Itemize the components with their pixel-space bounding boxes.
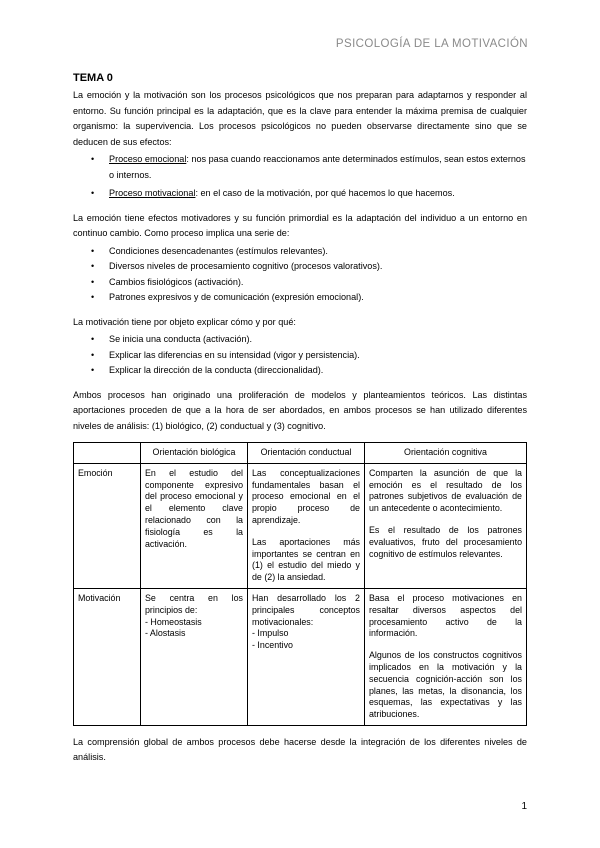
term-emotional-process: Proceso emocional [109, 154, 187, 164]
cell-paragraph: Las conceptualizaciones fundamentales basan el proceso emocional en el propio proceso de aprendizaje. [252, 467, 360, 525]
cell-list-line: - Impulso [252, 628, 289, 639]
list-item: • Se inicia una conducta (activación). [109, 332, 527, 348]
table-corner-cell [74, 443, 141, 464]
table-row-motivacion [74, 588, 527, 725]
header-cognitive: Orientación cognitiva [365, 443, 527, 464]
cell-motivacion-behavioral [248, 588, 365, 725]
cell-paragraph: Se centra en los principios de: [145, 592, 243, 615]
page-number: 1 [521, 801, 527, 812]
cell-list-line: - Alostasis [145, 628, 186, 639]
table-header-row [74, 443, 527, 464]
term-motivational-process: Proceso motivacional [109, 188, 196, 198]
running-header: PSICOLOGÍA DE LA MOTIVACIÓN [335, 38, 528, 50]
emotion-list [73, 244, 527, 306]
list-item: • Explicar las diferencias en su intensidad (vigor y persistencia). [109, 348, 527, 364]
cell-paragraph: Basa el proceso motivaciones en resaltar diversos aspectos del procesamiento activo de la información. [369, 592, 522, 639]
list-item-emotional-process [109, 152, 527, 183]
cell-paragraph: Es el resultado de los patrones evaluativos, fruto del procesamiento cognitivo de estímulos relevantes. [369, 524, 522, 559]
section-heading: TEMA 0 [73, 72, 113, 84]
cell-paragraph: Las aportaciones más importantes se centran en (1) el estudio del miedo y de (2) la ansiedad. [252, 536, 360, 583]
closing-paragraph: La comprensión global de ambos procesos debe hacerse desde la integración de los diferentes niveles de análisis. [73, 736, 527, 763]
orientation-table [73, 442, 527, 726]
row-label-motivacion: Motivación [74, 588, 141, 725]
header-biological: Orientación biológica [141, 443, 248, 464]
motivation-list [73, 332, 527, 379]
models-paragraph: Ambos procesos han originado una proliferación de modelos y planteamientos teóricos. Las distintas aportaciones proceden de que a la hora de ser abordados, en ambos procesos se han utilizado diferentes niveles de análisis: (1) biológico, (2) conductual y (3) cognitivo. [73, 389, 527, 431]
cell-list-line: - Incentivo [252, 640, 293, 651]
header-behavioral: Orientación conductual [248, 443, 365, 464]
motivational-process-text: : en el caso de la motivación, por qué hacemos lo que hacemos. [195, 188, 455, 198]
list-item: • Explicar la dirección de la conducta (direccionalidad). [109, 363, 527, 379]
list-item: • Cambios fisiológicos (activación). [109, 275, 527, 291]
list-item: • Diversos niveles de procesamiento cognitivo (procesos valorativos). [109, 259, 527, 275]
list-item: • Patrones expresivos y de comunicación (expresión emocional). [109, 290, 527, 306]
intro-paragraph: La emoción y la motivación son los procesos psicológicos que nos preparan para adaptarnos y responder al entorno. Su función principal es la adaptación, que es la clave para entender la máxima premisa de cualquier organismo: la supervivencia. Los procesos psicológicos no pueden observarse directamente sino que se deducen de sus efectos: [73, 90, 527, 147]
cell-paragraph: Comparten la asunción de que la emoción es el resultado de los patrones subjetivos de evaluación de un antecedente o acontecimiento. [369, 467, 522, 514]
cell-paragraph: Han desarrollado los 2 principales conceptos motivacionales: [252, 592, 360, 627]
cell-emocion-behavioral [248, 463, 365, 588]
process-list [73, 152, 527, 202]
list-item-motivational-process [109, 186, 527, 202]
document-body [73, 70, 527, 766]
cell-list-line: - Homeostasis [145, 616, 202, 627]
table-row-emocion [74, 463, 527, 588]
cell-emocion-cognitive [365, 463, 527, 588]
motivation-paragraph: La motivación tiene por objeto explicar cómo y por qué: [73, 316, 296, 327]
emotion-paragraph: La emoción tiene efectos motivadores y su función primordial es la adaptación del individuo a un entorno en continuo cambio. Como proceso implica una serie de: [73, 212, 527, 238]
cell-emocion-biological: En el estudio del componente expresivo del proceso emocional y el elemento clave relacionado con la fisiología es la activación. [141, 463, 248, 588]
list-item: • Condiciones desencadenantes (estímulos relevantes). [109, 244, 527, 260]
row-label-emocion: Emoción [74, 463, 141, 588]
cell-paragraph: Algunos de los constructos cognitivos implicados en la motivación y la secuencia cognición-acción son los planes, las metas, la disonancia, los esquemas, las expectativas y las atribuciones. [369, 650, 522, 720]
cell-motivacion-cognitive [365, 588, 527, 725]
emotional-process-text: : nos pasa cuando reaccionamos ante determinados estímulos, sean estos externos o internos. [109, 154, 526, 180]
cell-motivacion-biological [141, 588, 248, 725]
